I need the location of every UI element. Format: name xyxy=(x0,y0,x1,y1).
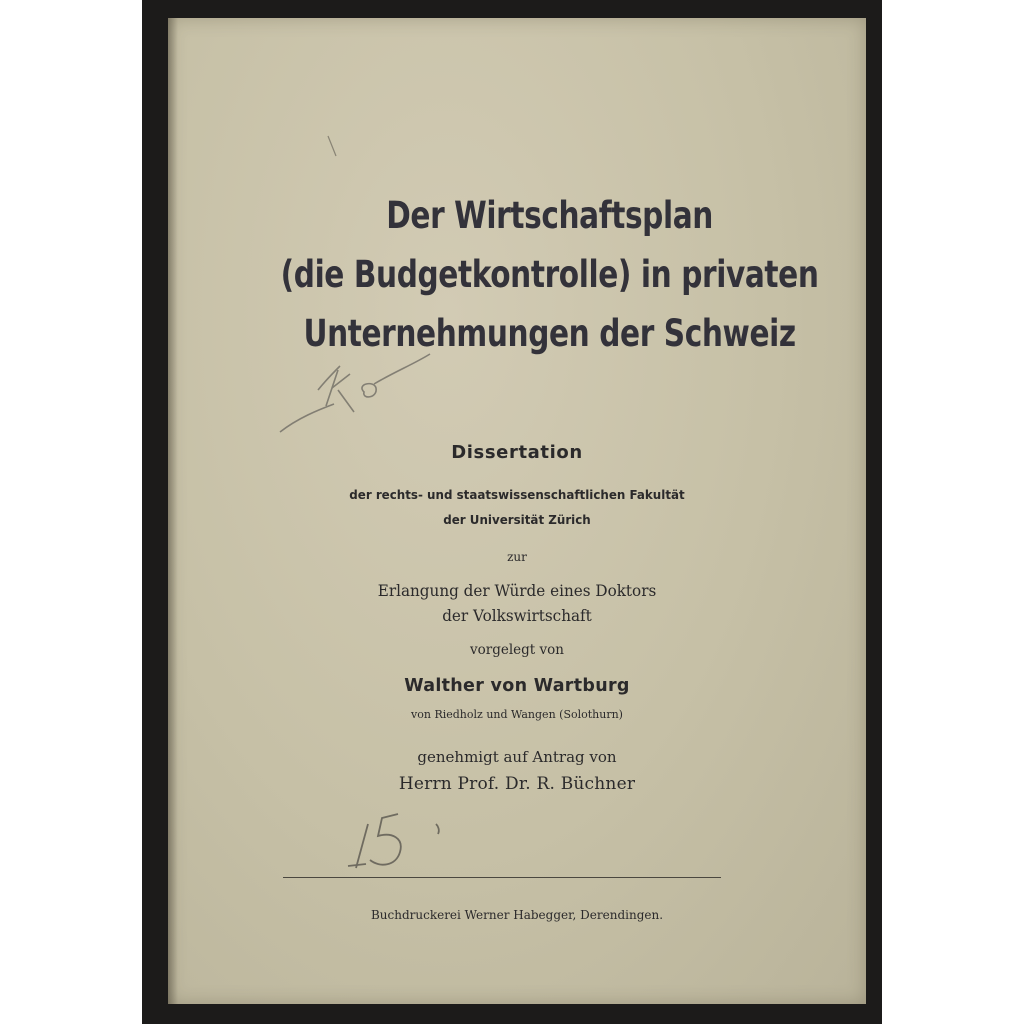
book-cover xyxy=(168,18,866,1004)
professor-name: Herrn Prof. Dr. R. Büchner xyxy=(398,774,636,794)
spine-shadow xyxy=(168,18,178,1004)
title-line-1: Der Wirtschaftsplan xyxy=(386,194,713,237)
faculty-line-1: der rechts- und staatswissenschaftlichen Fakultät xyxy=(349,487,685,502)
title-line-2: (die Budgetkontrolle) in privaten xyxy=(280,253,819,296)
author-origin: von Riedholz und Wangen (Solothurn) xyxy=(411,708,623,721)
approved-by-text: genehmigt auf Antrag von xyxy=(417,748,617,766)
book-title xyxy=(270,186,828,363)
author-name: Walther von Wartburg xyxy=(404,676,630,696)
presented-by-text: vorgelegt von xyxy=(470,642,564,658)
divider-line xyxy=(283,877,721,878)
purpose-text xyxy=(185,578,848,628)
pencil-tick-mark xyxy=(328,136,336,156)
purpose-line-1: Erlangung der Würde eines Doktors xyxy=(377,581,657,600)
dissertation-label: Dissertation xyxy=(451,442,583,463)
printer-imprint: Buchdruckerei Werner Habegger, Derendingen. xyxy=(370,908,664,922)
title-line-3: Unternehmungen der Schweiz xyxy=(303,312,796,355)
purpose-line-2: der Volkswirtschaft xyxy=(442,606,592,625)
pencil-note-lower xyxy=(348,814,439,868)
faculty-text xyxy=(185,482,848,532)
faculty-line-2: der Universität Zürich xyxy=(443,512,591,527)
zur-text: zur xyxy=(507,550,527,564)
pencil-note-upper xyxy=(280,354,430,432)
